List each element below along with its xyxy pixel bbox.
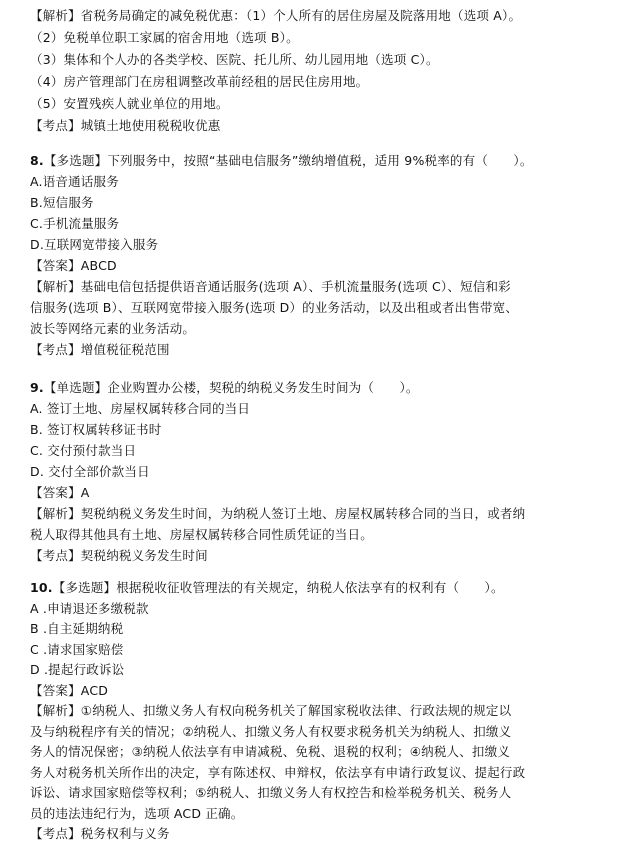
question-title [30,578,610,598]
question-title [30,378,610,398]
question-text: 【多选题】根据税收征收管理法的有关规定，纳税人依法享有的权利有（ ）。 [52,580,504,595]
bottom-clip [30,812,600,834]
analysis-line: 及与纳税程序有关的情况；②纳税人、扣缴义务人有权要求税务机关为纳税人、扣缴义 [30,723,512,739]
analysis-line: 税人取得其他具有土地、房屋权属转移合同性质凭证的当日。 [30,527,373,542]
analysis-line: 波长等网络元素的业务活动。 [30,321,196,336]
option-d: D.互联网宽带接入服务 [30,237,159,252]
question-text: 【多选题】下列服务中，按照“基础电信服务”缴纳增值税，适用 9%税率的有（ ）。 [43,153,533,168]
analysis-line: 务人的情况保密；③纳税人依法享有申请减税、免税、退税的权利；④纳税人、扣缴义 [30,744,511,759]
analysis-line: （2）免税单位职工家属的宿舍用地（选项 B）。 [30,30,299,45]
question-number: 10. [30,580,53,595]
analysis-line: （5）安置残疾人就业单位的用地。 [30,96,229,111]
analysis-line: 【解析】契税纳税义务发生时间，为纳税人签订土地、房屋权属转移合同的当日，或者纳 [30,506,526,521]
analysis-line: 务人对税务机关所作出的决定，享有陈述权、申辩权，依法享有申请行政复议、提起行政 [30,764,526,780]
analysis-line: 员的违法违纪行为，选项 ACD 正确。 [30,805,244,821]
question-number: 8. [30,153,44,168]
option-a: A.语音通话服务 [30,174,119,189]
answer: 【答案】ACD [30,682,109,698]
question-title [30,151,610,171]
exam-point: 【考点】增值税征税范围 [30,342,170,357]
question-text: 【单选题】企业购置办公楼，契税的纳税义务发生时间为（ ）。 [43,380,419,395]
analysis-line: 【解析】省税务局确定的减免税优惠：（1）个人所有的居住房屋及院落用地（选项 A）。 [30,8,522,23]
analysis-line: 诉讼、请求国家赔偿等权利；⑤纳税人、扣缴义务人有权控告和检举税务机关、税务人 [30,785,512,800]
analysis-line: 【解析】基础电信包括提供语音通话服务(选项 A）、手机流量服务(选项 C）、短信和彩 [30,279,511,294]
option-d: D .提起行政诉讼 [30,662,125,677]
option-a: A. 签订土地、房屋权属转移合同的当日 [30,401,251,416]
answer: 【答案】ABCD [30,258,117,273]
analysis-line: 【解析】①纳税人、扣缴义务人有权向税务机关了解国家税收法律、行政法规的规定以 [30,703,512,718]
option-b: B .自主延期纳税 [30,621,124,636]
option-b: B. 签订权属转移证书时 [30,422,162,437]
analysis-line: （3）集体和个人办的各类学校、医院、托儿所、幼儿园用地（选项 C）。 [30,52,439,67]
option-c: C.手机流量服务 [30,216,120,231]
option-d: D. 交付全部价款当日 [30,464,150,479]
exam-point: 【考点】城镇土地使用税税收优惠 [30,118,221,133]
exam-point: 【考点】税务权利与义务 [30,826,170,841]
option-a: A .申请退还多缴税款 [30,600,149,616]
option-c: C .请求国家赔偿 [30,641,124,657]
exam-point: 【考点】契税纳税义务发生时间 [30,548,208,563]
analysis-line: （4）房产管理部门在房租调整改革前经租的居民住房用地。 [30,74,369,89]
option-c: C. 交付预付款当日 [30,443,137,458]
option-b: B.短信服务 [30,195,94,210]
question-number: 9. [30,380,44,395]
analysis-line: 信服务(选项 B）、互联网宽带接入服务(选项 D）的业务活动，以及出租或者出售带宽、 [30,300,519,315]
answer: 【答案】A [30,485,90,500]
